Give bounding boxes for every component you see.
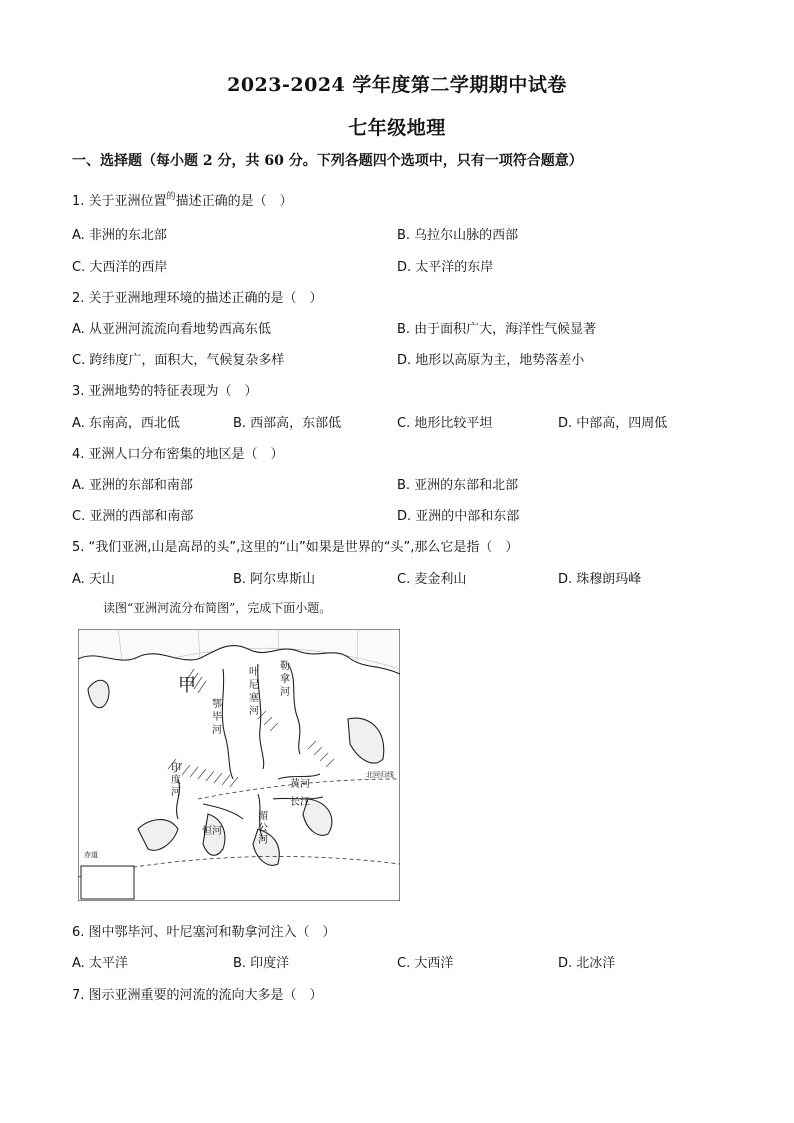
question-2-option-c[interactable]: C. 跨纬度广，面积大，气候复杂多样: [72, 353, 285, 368]
label-yenisei-1: 叶: [249, 667, 259, 678]
question-4-option-c[interactable]: C. 亚洲的西部和南部: [72, 509, 194, 524]
question-5-option-d[interactable]: D. 珠穆朗玛峰: [558, 572, 642, 587]
question-4-stem: 4. 亚洲人口分布密集的地区是（ ）: [72, 447, 284, 462]
question-5-option-b[interactable]: B. 阿尔卑斯山: [233, 572, 316, 587]
label-indus-3: 河: [171, 787, 181, 798]
question-6-option-a[interactable]: A. 太平洋: [72, 956, 128, 971]
label-lena-1: 勒: [280, 661, 290, 672]
question-5-option-c[interactable]: C. 麦金利山: [397, 572, 467, 587]
label-huanghe: 黄河: [290, 779, 310, 790]
question-5-option-a[interactable]: A. 天山: [72, 572, 115, 587]
label-indus-2: 度: [171, 775, 181, 786]
question-3-stem: 3. 亚洲地势的特征表现为（ ）: [72, 384, 258, 399]
question-6-option-c[interactable]: C. 大西洋: [397, 956, 454, 971]
label-lena: [280, 659, 290, 698]
question-1-stem-sup: 的: [166, 192, 176, 202]
label-lena-2: 拿: [280, 674, 290, 685]
map-coastlines: [78, 646, 400, 902]
question-5-stem: 5. “我们亚洲,山是高昂的头”,这里的“山”如果是世界的“头”,那么它是指（ ）: [72, 540, 519, 555]
exam-subtitle: 七年级地理: [348, 117, 446, 139]
label-equator: 赤道: [84, 851, 98, 859]
map-caption: 读图“亚洲河流分布简图”，完成下面小题。: [103, 601, 332, 615]
label-mekong-1: 湄: [258, 811, 268, 822]
question-4-option-d[interactable]: D. 亚洲的中部和东部: [397, 509, 520, 524]
label-yenisei-3: 塞: [249, 693, 259, 704]
question-1-stem-post: 描述正确的是（ ）: [175, 194, 293, 209]
question-6-stem: 6. 图中鄂毕河、叶尼塞河和勒拿河注入（ ）: [72, 925, 336, 940]
label-indus-1: 印: [171, 763, 181, 774]
question-7-stem: 7. 图示亚洲重要的河流的流向大多是（ ）: [72, 988, 323, 1003]
label-ganges: 恒河: [202, 826, 222, 837]
label-jia: 甲: [178, 675, 196, 696]
asia-river-map: [78, 629, 400, 901]
label-ob-2: 毕: [212, 712, 222, 723]
label-mekong-2: 公: [258, 823, 268, 834]
map-legend-box: [81, 866, 134, 899]
question-2-option-d[interactable]: D. 地形以高原为主，地势落差小: [397, 353, 585, 368]
question-6-option-b[interactable]: B. 印度洋: [233, 956, 290, 971]
question-4-option-b[interactable]: B. 亚洲的东部和北部: [397, 478, 519, 493]
question-6-option-d[interactable]: D. 北冰洋: [558, 956, 616, 971]
exam-title: 2023-2024 学年度第二学期期中试卷: [227, 74, 567, 96]
question-3-option-d[interactable]: D. 中部高，四周低: [558, 416, 668, 431]
label-ob-3: 河: [212, 725, 222, 736]
question-3-option-b[interactable]: B. 西部高，东部低: [233, 416, 342, 431]
label-indus: [171, 761, 181, 798]
label-yenisei-2: 尼: [249, 680, 259, 691]
label-changjiang: 长江: [290, 797, 310, 808]
label-ob-1: 鄂: [212, 699, 222, 710]
question-1-option-d[interactable]: D. 太平洋的东岸: [397, 260, 494, 275]
question-2-stem: 2. 关于亚洲地理环境的描述正确的是（ ）: [72, 291, 323, 306]
question-3-option-a[interactable]: A. 东南高，西北低: [72, 416, 180, 431]
question-1-stem-pre: 1. 关于亚洲位置: [72, 194, 167, 209]
label-lena-3: 河: [280, 687, 290, 698]
question-2-option-b[interactable]: B. 由于面积广大，海洋性气候显著: [397, 322, 597, 337]
question-4-option-a[interactable]: A. 亚洲的东部和南部: [72, 478, 193, 493]
question-1-option-c[interactable]: C. 大西洋的西岸: [72, 260, 168, 275]
question-1-option-a[interactable]: A. 非洲的东北部: [72, 228, 167, 243]
label-tropic: 北回归线: [366, 771, 394, 779]
question-1-stem: [72, 190, 293, 209]
label-mekong: [258, 810, 268, 846]
label-mekong-3: 河: [258, 835, 268, 846]
question-1-option-b[interactable]: B. 乌拉尔山脉的西部: [397, 228, 519, 243]
question-2-option-a[interactable]: A. 从亚洲河流流向看地势西高东低: [72, 322, 271, 337]
label-yenisei-4: 河: [249, 706, 259, 717]
section-heading: 一、选择题（每小题 2 分，共 60 分。下列各题四个选项中，只有一项符合题意）: [72, 153, 583, 169]
label-ob: [212, 698, 222, 736]
question-3-option-c[interactable]: C. 地形比较平坦: [397, 416, 493, 431]
